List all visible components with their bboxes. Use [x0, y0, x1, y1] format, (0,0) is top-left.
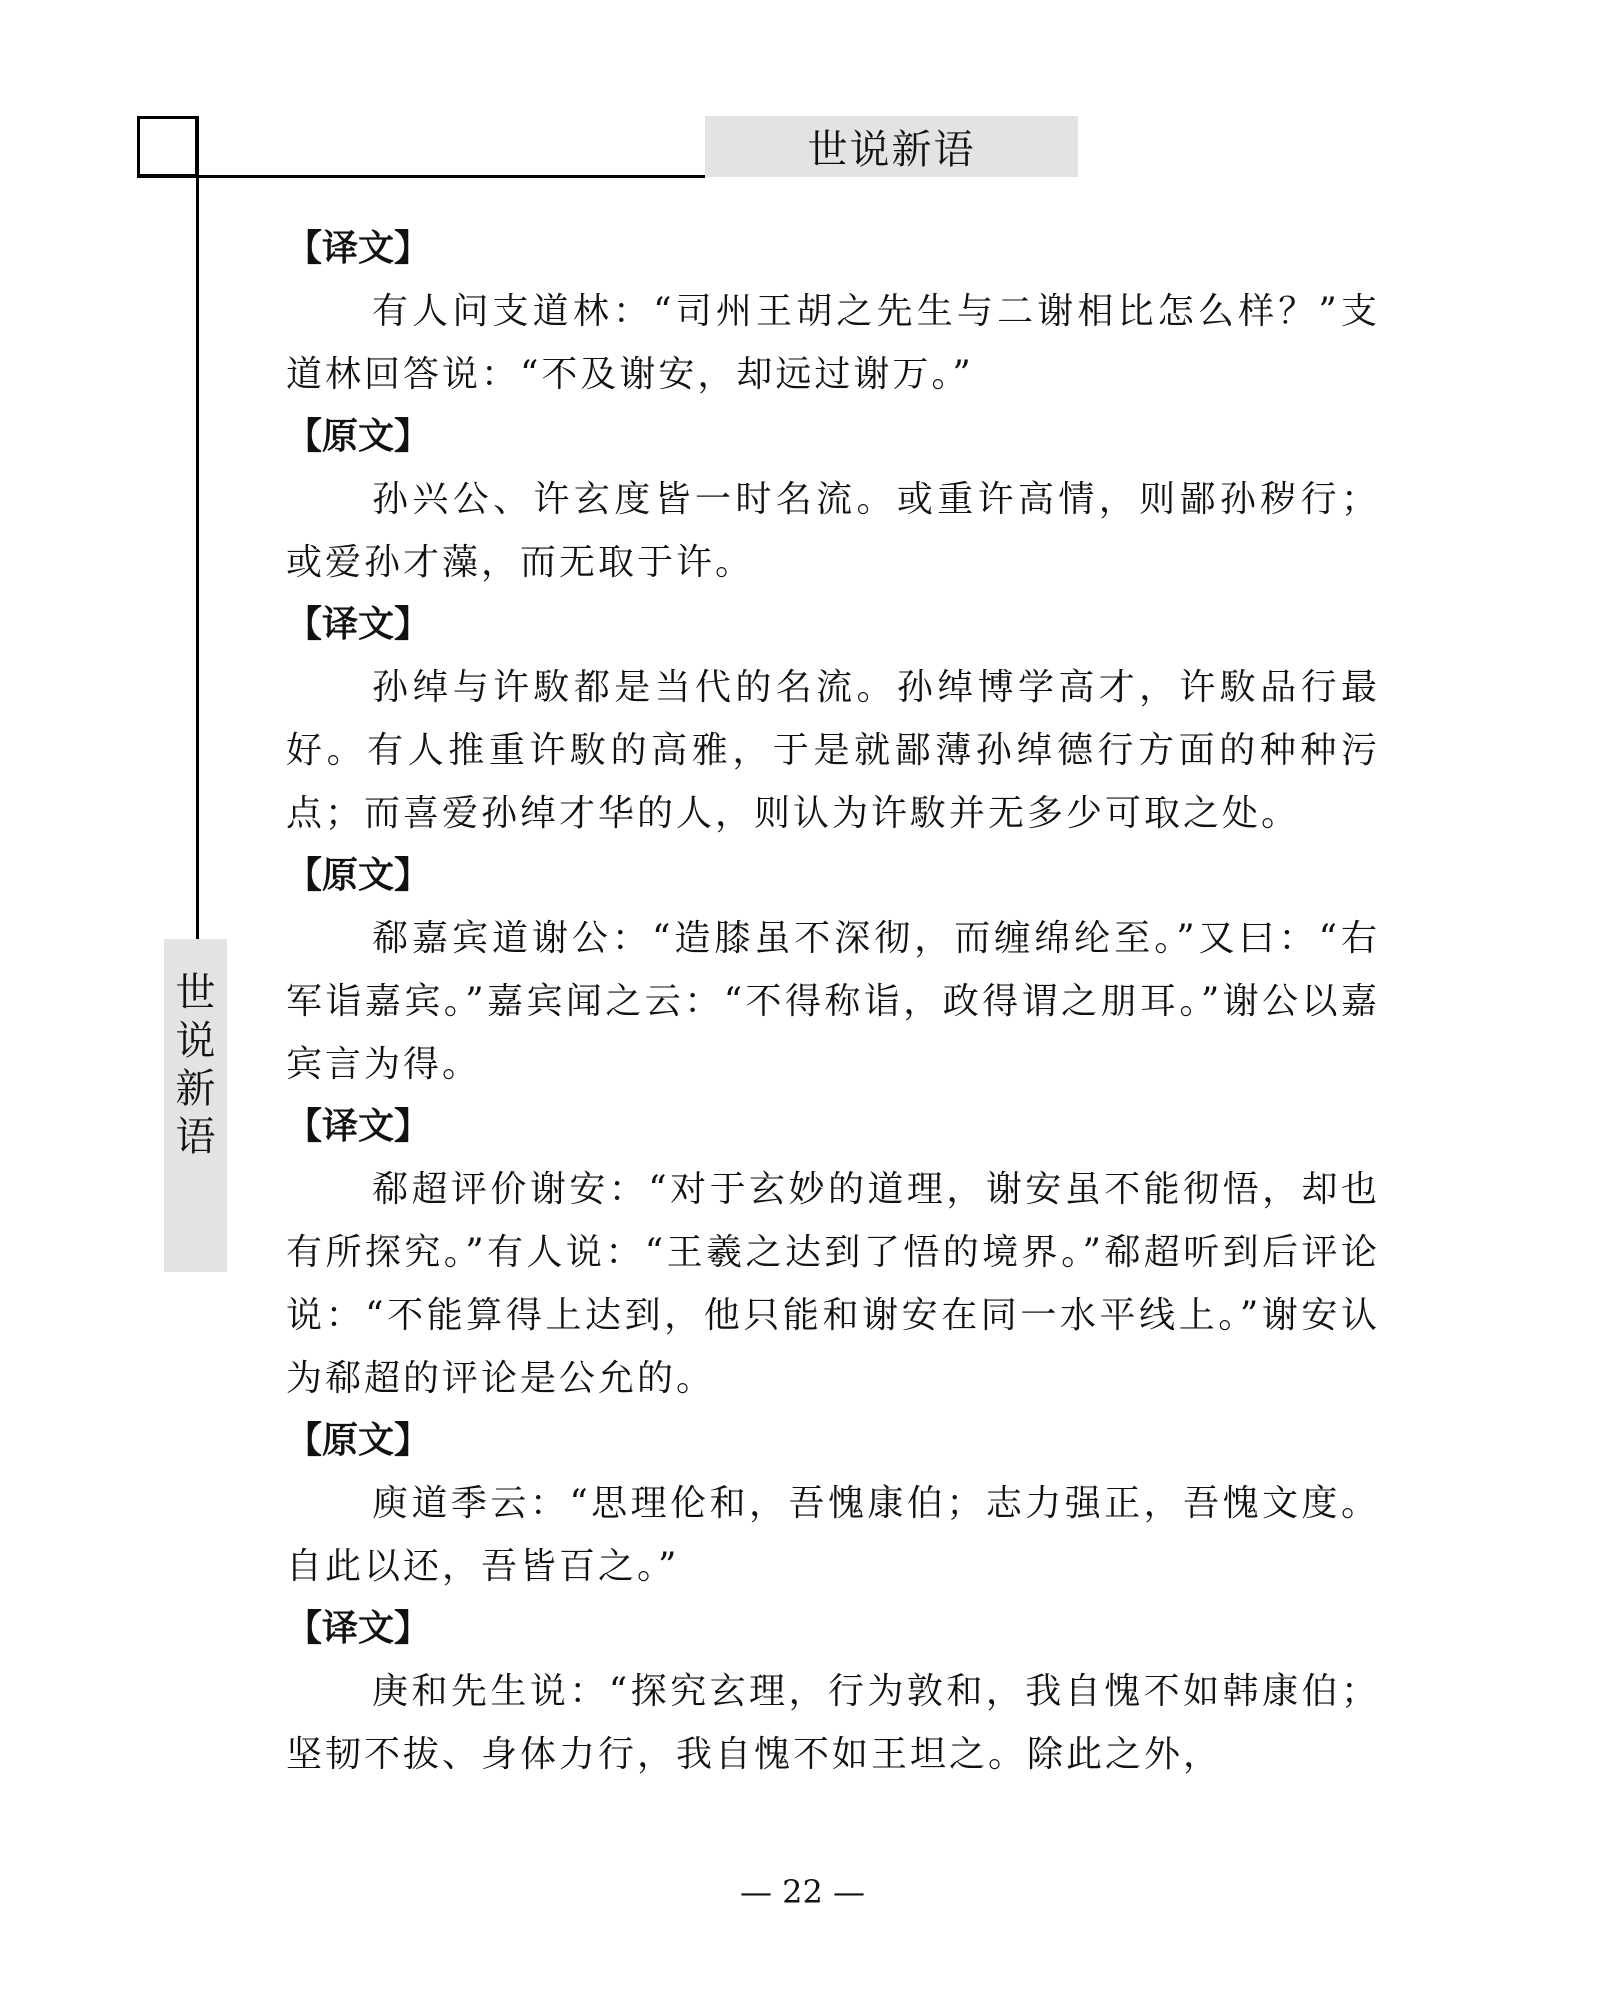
side-tab-char: 世: [175, 970, 216, 1016]
section-label: 【译文】: [286, 604, 431, 645]
header-corner-box: [137, 116, 198, 177]
page-body: [286, 218, 1380, 1786]
section-paragraph: 庾道季云：“思理伦和，吾愧康伯；志力强正，吾愧文度。自此以还，吾皆百之。”: [286, 1483, 1380, 1587]
section-paragraph: 庚和先生说：“探究玄理，行为敦和，我自愧不如韩康伯；坚韧不拔、身体力行，我自愧不如王坦之。除此之外，: [286, 1671, 1380, 1775]
section-label: 【译文】: [286, 1608, 431, 1649]
section-label: 【译文】: [286, 228, 431, 269]
section-label: 【译文】: [286, 1106, 431, 1147]
page-number: — 22 —: [739, 1873, 866, 1911]
section-paragraph: 有人问支道林：“司州王胡之先生与二谢相比怎么样？”支道林回答说：“不及谢安，却远过谢万。”: [286, 291, 1380, 395]
section-label: 【原文】: [286, 855, 431, 896]
side-tab-char: 说: [175, 1018, 216, 1064]
side-tab-char: 语: [175, 1114, 216, 1160]
running-header-title: 世说新语: [705, 116, 1078, 177]
section-paragraph: 郗嘉宾道谢公：“造膝虽不深彻，而缠绵纶至。”又曰：“右军诣嘉宾。”嘉宾闻之云：“不得称诣，政得谓之朋耳。”谢公以嘉宾言为得。: [286, 918, 1380, 1085]
side-tab: [164, 939, 227, 1272]
section-label: 【原文】: [286, 1420, 431, 1461]
section-paragraph: 郗超评价谢安：“对于玄妙的道理，谢安虽不能彻悟，却也有所探究。”有人说：“王羲之达到了悟的境界。”郗超听到后评论说：“不能算得上达到，他只能和谢安在同一水平线上。”谢安认为郗超的评论是公允的。: [286, 1169, 1380, 1399]
header-rule: [137, 175, 705, 178]
section-paragraph: 孙绰与许駇都是当代的名流。孙绰博学高才，许駇品行最好。有人推重许駇的高雅，于是就鄙薄孙绰德行方面的种种污点；而喜爱孙绰才华的人，则认为许駇并无多少可取之处。: [286, 667, 1380, 834]
side-tab-char: 新: [175, 1066, 216, 1112]
section-paragraph: 孙兴公、许玄度皆一时名流。或重许高情，则鄙孙秽行；或爱孙才藻，而无取于许。: [286, 479, 1380, 583]
margin-vertical-rule: [196, 116, 199, 939]
section-label: 【原文】: [286, 416, 431, 457]
